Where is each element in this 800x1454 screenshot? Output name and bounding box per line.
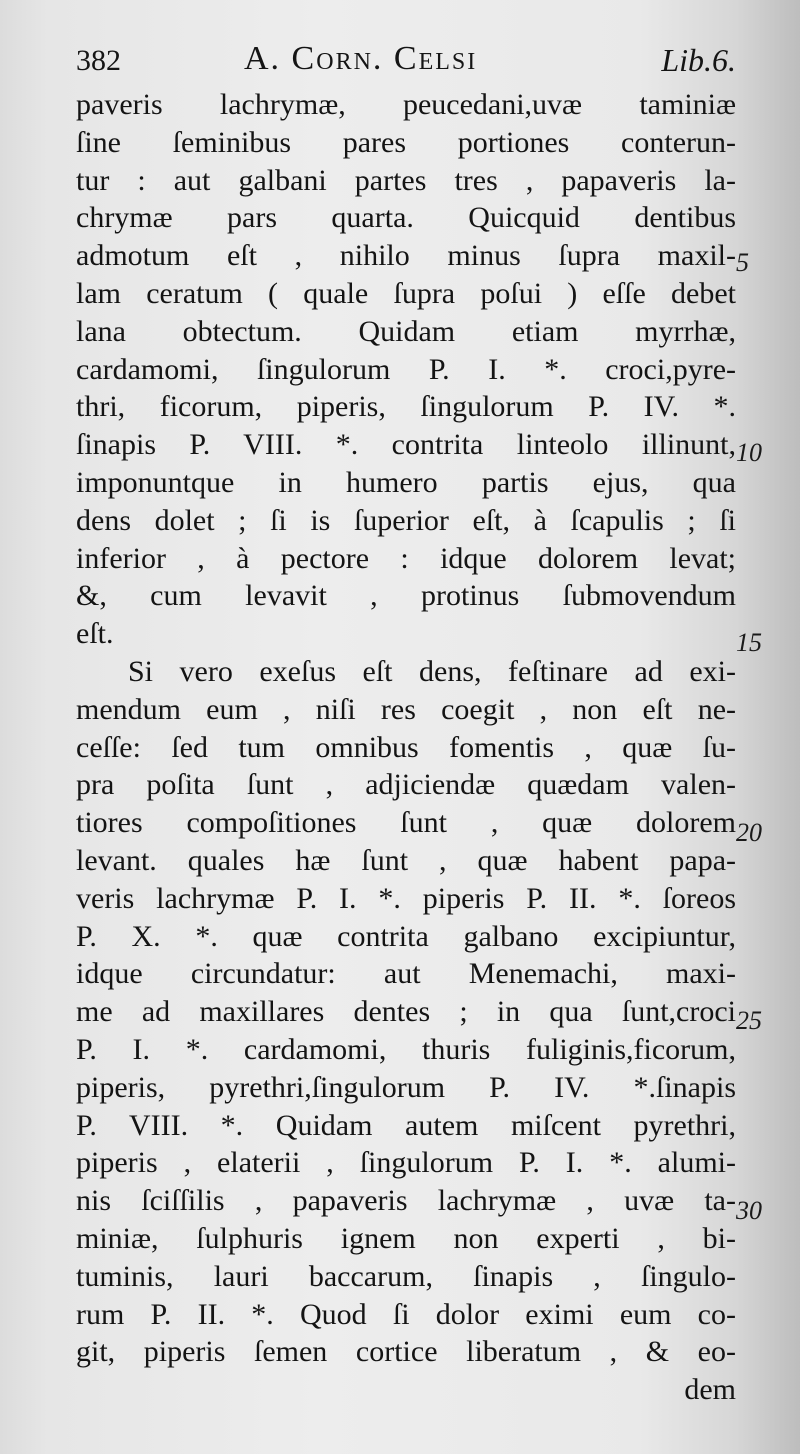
book-reference: Lib.6. xyxy=(661,42,736,78)
text-line: P. VIII. *. Quidam autem miſcent pyrethri, xyxy=(76,1108,736,1142)
text-line: levant. quales hæ ſunt , quæ habent papa- xyxy=(76,843,736,877)
catchword: dem xyxy=(684,1373,736,1407)
line-number-30: 30 xyxy=(736,1196,762,1225)
text-line: ſine ſeminibus pares portiones conterun- xyxy=(76,125,736,159)
text-line: P. X. *. quæ contrita galbano excipiuntur, xyxy=(76,919,736,953)
text-line: git, piperis ſemen cortice liberatum , & eo- xyxy=(76,1335,736,1369)
paragraph-start-line: Si vero exeſus eſt dens, feſtinare ad exi- xyxy=(128,654,736,688)
text-line: tiores compoſitiones ſunt , quæ dolorem xyxy=(76,806,736,840)
text-line: ceſſe: ſed tum omnibus fomentis , quæ ſu- xyxy=(76,730,736,764)
text-line: pra poſita ſunt , adjiciendæ quædam valen- xyxy=(76,768,736,802)
text-line: veris lachrymæ P. I. *. piperis P. II. *. ſoreos xyxy=(76,881,736,915)
text-line: dens dolet ; ſi is ſuperior eſt, à ſcapulis ; ſi xyxy=(76,503,736,537)
text-line: eſt. xyxy=(76,617,114,651)
text-line: mendum eum , niſi res coegit , non eſt ne- xyxy=(76,692,736,726)
text-line: inferior , à pectore : idque dolorem levat; xyxy=(76,541,736,575)
text-line: lana obtectum. Quidam etiam myrrhæ, xyxy=(76,314,736,348)
text-line: rum P. II. *. Quod ſi dolor eximi eum co- xyxy=(76,1297,736,1331)
text-line: &, cum levavit , protinus ſubmovendum xyxy=(76,579,736,613)
running-title: A. Corn. Celsi xyxy=(244,40,478,77)
line-number-5: 5 xyxy=(736,248,749,277)
text-line: paveris lachrymæ, peucedani,uvæ taminiæ xyxy=(76,88,736,121)
page-header xyxy=(76,40,736,86)
body-text xyxy=(76,86,736,1409)
text-line: lam ceratum ( quale ſupra poſui ) eſſe debet xyxy=(76,276,736,310)
text-line: nis ſciſſilis , papaveris lachrymæ , uvæ ta- xyxy=(76,1184,736,1218)
text-line: ſinapis P. VIII. *. contrita linteolo illinunt, xyxy=(76,428,736,462)
text-line: tuminis, lauri baccarum, ſinapis , ſingulo- xyxy=(76,1259,736,1293)
text-line: me ad maxillares dentes ; in qua ſunt,croci xyxy=(76,995,736,1029)
line-number-15: 15 xyxy=(736,628,762,657)
text-line: piperis , elaterii , ſingulorum P. I. *. alumi- xyxy=(76,1146,736,1180)
text-line: cardamomi, ſingulorum P. I. *. croci,pyre- xyxy=(76,352,736,386)
line-number-25: 25 xyxy=(736,1006,762,1035)
line-number-10: 10 xyxy=(736,438,762,467)
text-line: thri, ficorum, piperis, ſingulorum P. IV. *. xyxy=(76,390,736,424)
text-line: piperis, pyrethri,ſingulorum P. IV. *.ſinapis xyxy=(76,1070,736,1104)
text-line: miniæ, ſulphuris ignem non experti , bi- xyxy=(76,1221,736,1255)
text-line: P. I. *. cardamomi, thuris fuliginis,ficorum, xyxy=(76,1032,736,1066)
text-line: imponuntque in humero partis ejus, qua xyxy=(76,465,736,499)
text-line: tur : aut galbani partes tres , papaveris la- xyxy=(76,163,736,197)
text-line: admotum eſt , nihilo minus ſupra maxil- xyxy=(76,239,736,273)
text-line: idque circundatur: aut Menemachi, maxi- xyxy=(76,957,736,991)
page-number: 382 xyxy=(76,44,121,77)
text-line: chrymæ pars quarta. Quicquid dentibus xyxy=(76,201,736,235)
line-number-20: 20 xyxy=(736,818,762,847)
